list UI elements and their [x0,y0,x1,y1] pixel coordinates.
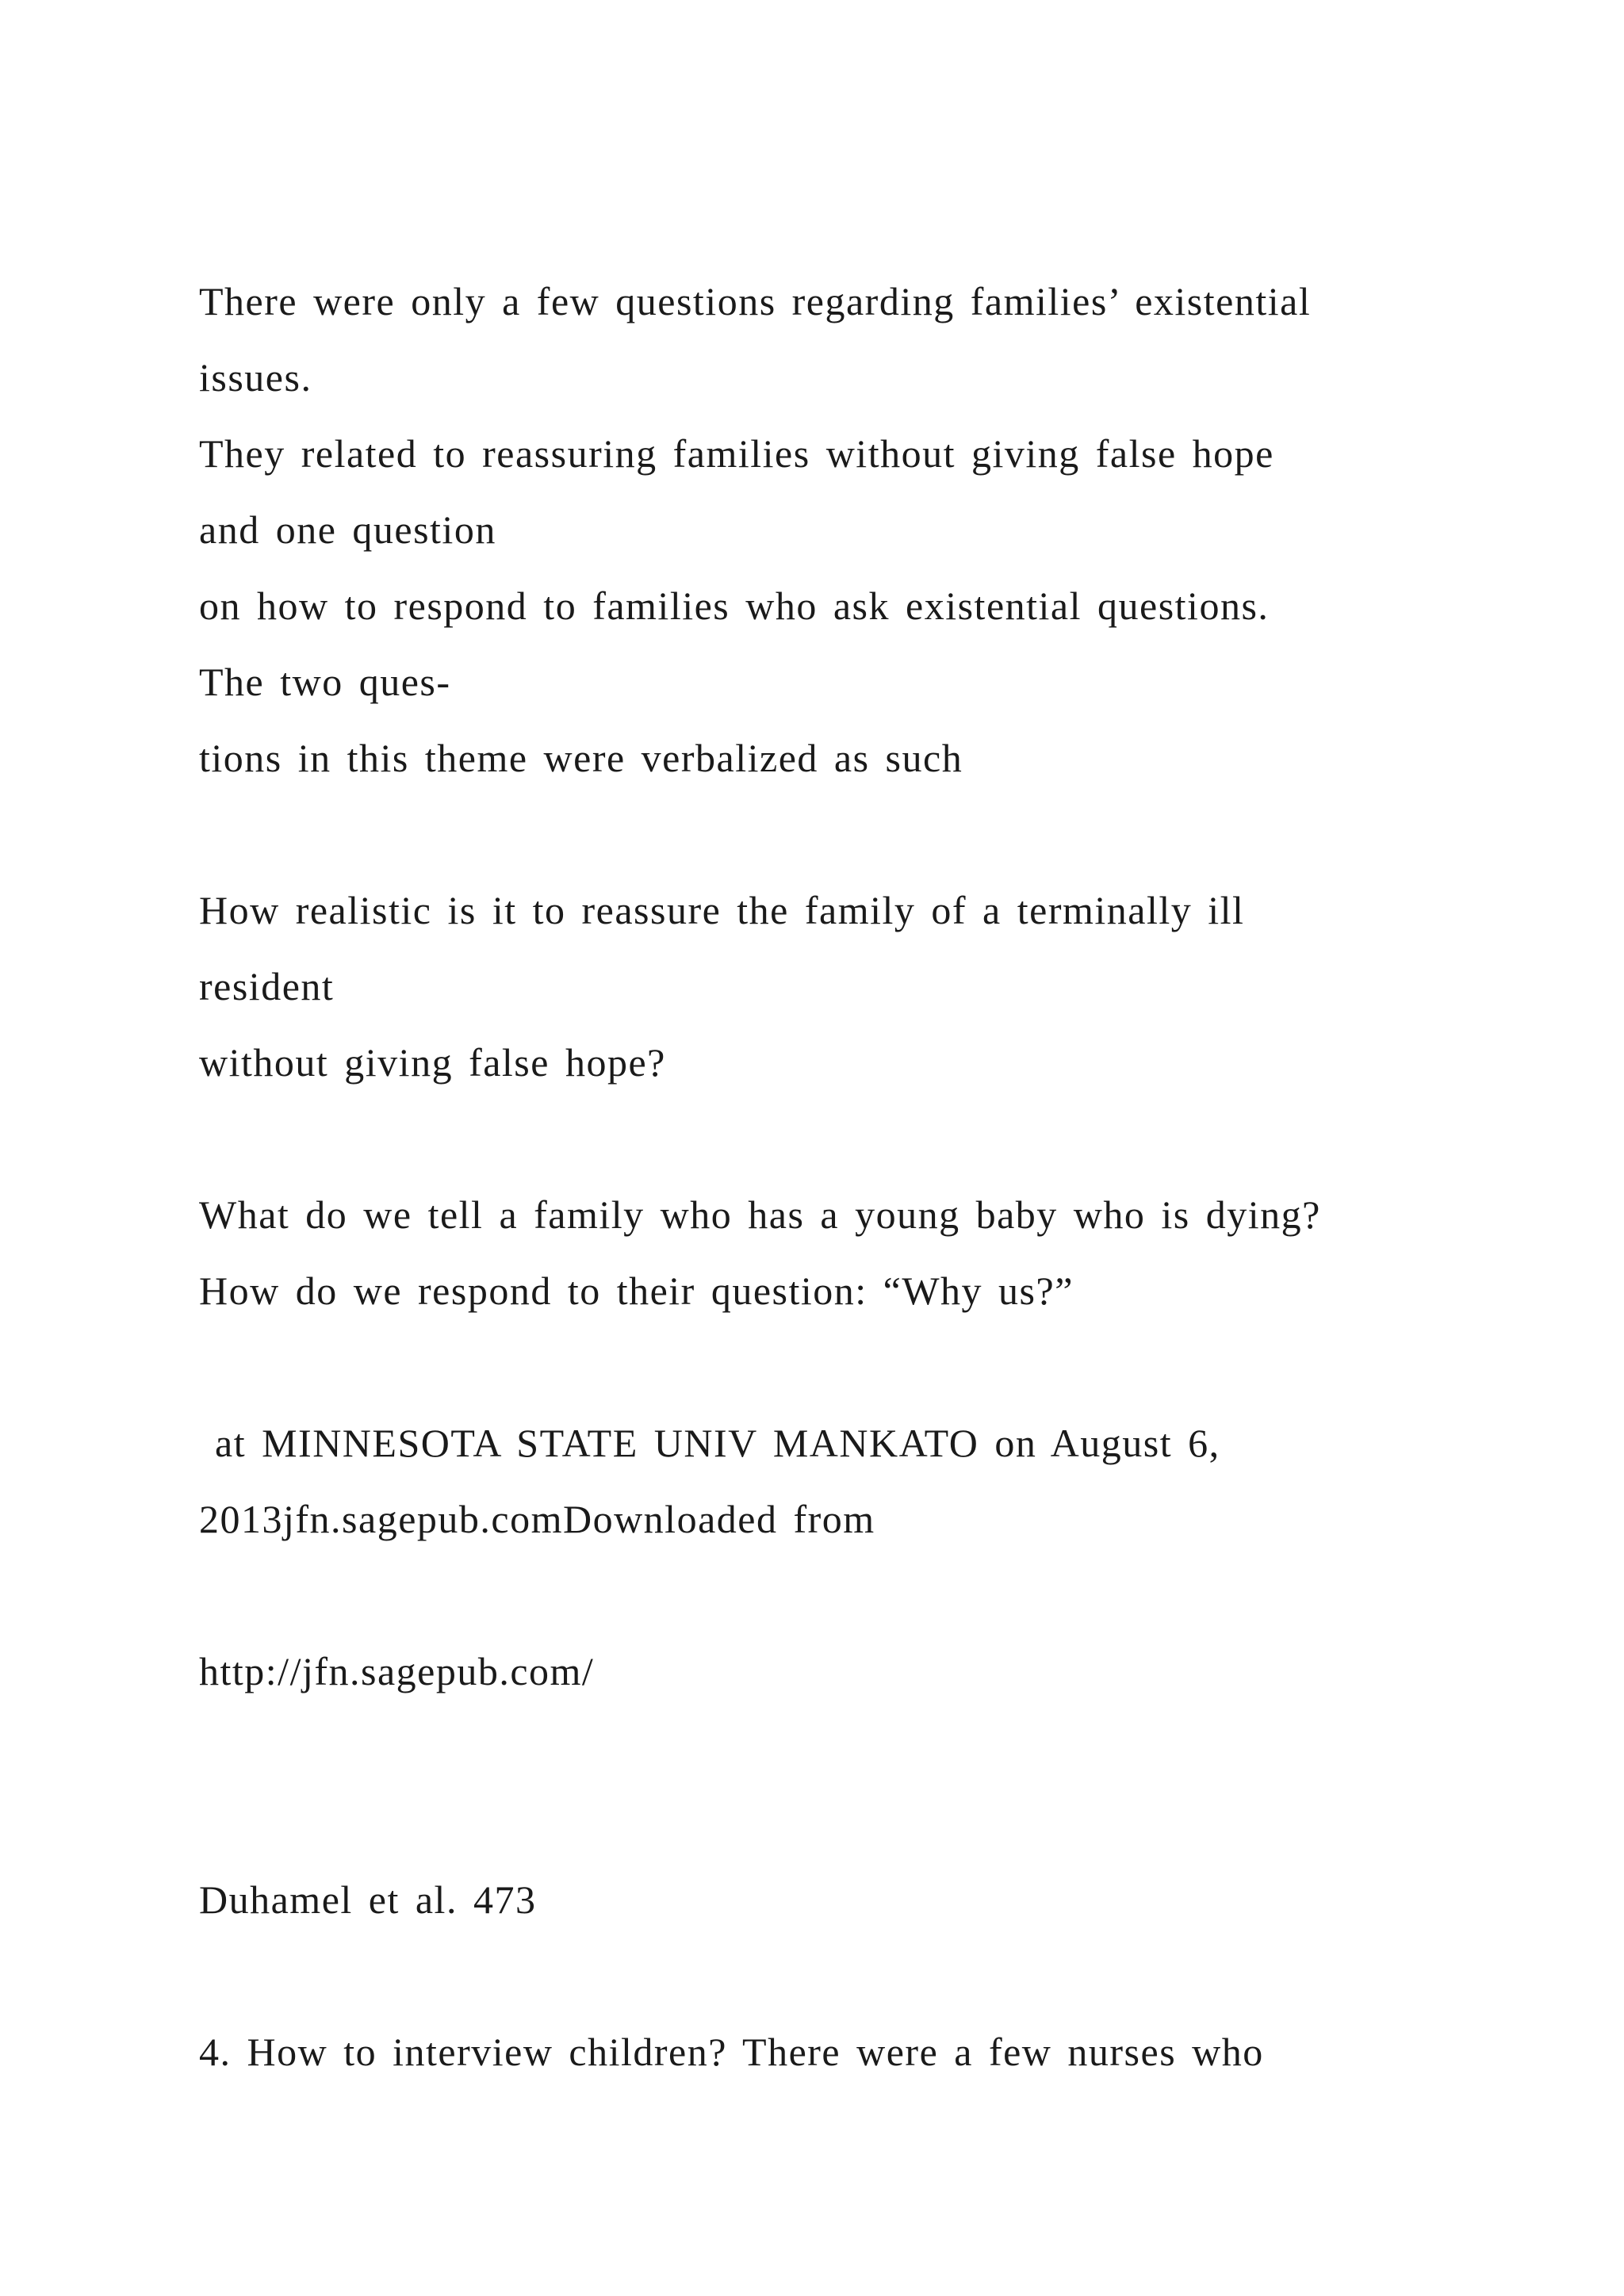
source-url: http://jfn.sagepub.com/ [199,1649,595,1693]
text-line: 4. How to interview children? There were a few nurses who [199,2030,1264,2074]
text-line: on how to respond to families who ask existential questions. [199,584,1270,628]
text-line: What do we tell a family who has a young baby who is dying? [199,1192,1321,1237]
text-line: How realistic is it to reassure the family of a terminally ill [199,888,1245,932]
text-line: resident [199,964,335,1008]
text-line: tions in this theme were verbalized as such [199,736,963,780]
download-notice-line: 2013jfn.sagepub.comDownloaded from [199,1497,875,1541]
text-line: How do we respond to their question: “Why us?” [199,1269,1074,1313]
text-line: and one question [199,507,496,552]
text-line: issues. [199,355,312,400]
text-line: They related to reassuring families without giving false hope [199,431,1274,476]
text-line: The two ques- [199,660,451,704]
text-line: without giving false hope? [199,1040,666,1085]
text-line: There were only a few questions regarding families’ existential [199,279,1312,323]
download-notice-line: at MINNESOTA STATE UNIV MANKATO on August 6, [199,1421,1220,1465]
running-header: Duhamel et al. 473 [199,1877,537,1922]
